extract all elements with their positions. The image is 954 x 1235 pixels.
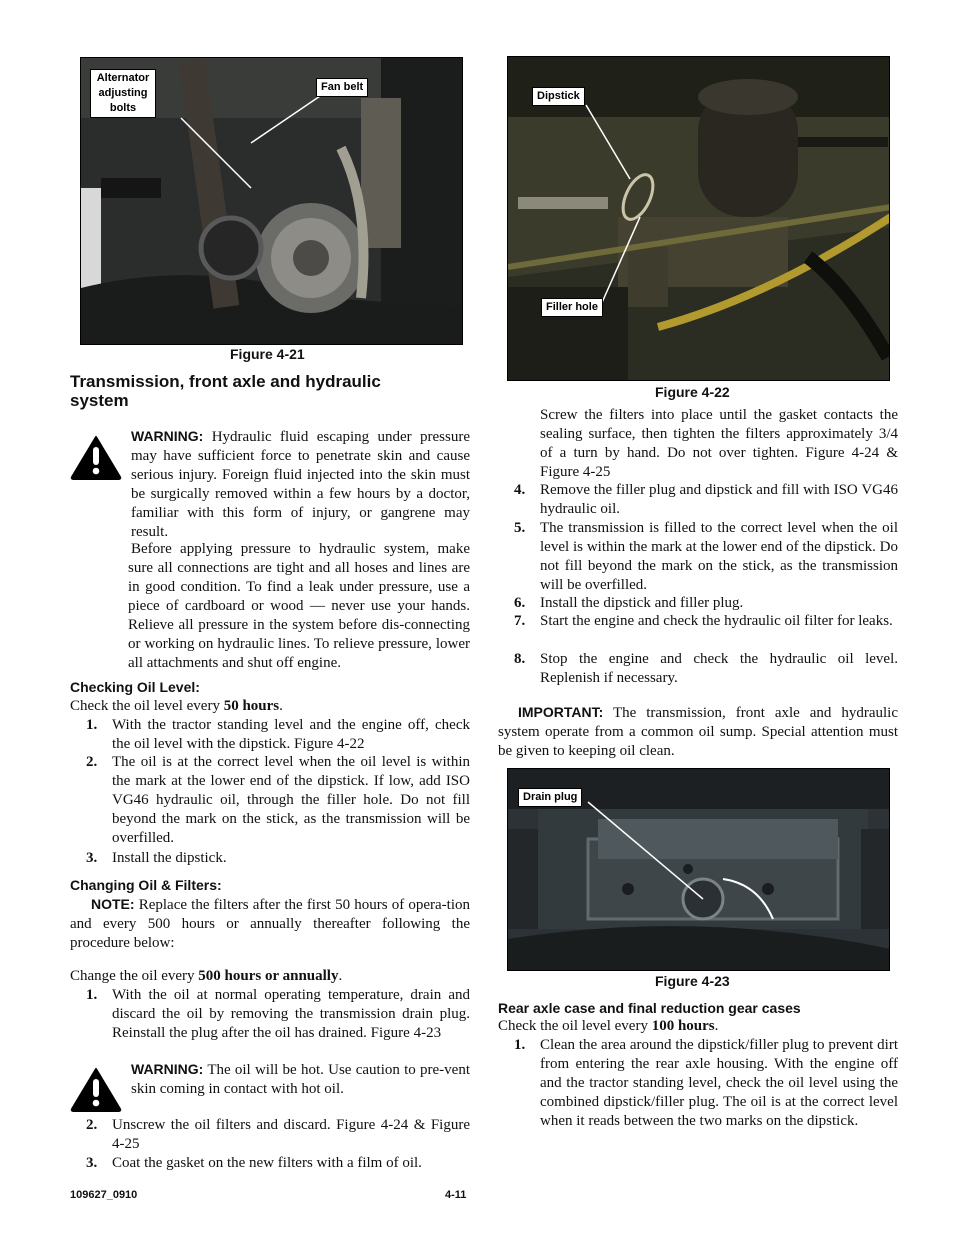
step-number: 1. bbox=[86, 987, 98, 1003]
callout-drain-plug: Drain plug bbox=[518, 788, 582, 807]
step-number: 4. bbox=[514, 482, 526, 498]
rear-axle-intro bbox=[498, 1017, 898, 1036]
important-label: IMPORTANT: bbox=[518, 704, 604, 720]
step-text: Install the dipstick and filler plug. bbox=[540, 595, 744, 611]
checking-oil-heading: Checking Oil Level: bbox=[70, 679, 200, 695]
intro-end: . bbox=[338, 968, 343, 984]
checking-step-1 bbox=[86, 716, 470, 754]
intro-bold: 500 hours or annually bbox=[198, 968, 339, 984]
step-number: 7. bbox=[514, 613, 526, 629]
changing-note bbox=[70, 895, 470, 953]
warning-hot-oil bbox=[131, 1060, 470, 1099]
step-number: 1. bbox=[86, 717, 98, 733]
warning-label: WARNING: bbox=[131, 428, 204, 444]
step-4 bbox=[514, 481, 898, 519]
step-number: 3. bbox=[86, 1155, 98, 1171]
note-label: NOTE: bbox=[91, 896, 135, 912]
step-number: 1. bbox=[514, 1037, 526, 1053]
step-text: Install the dipstick. bbox=[112, 850, 227, 866]
figure-4-21-caption: Figure 4-21 bbox=[230, 346, 305, 362]
step-text: Remove the filler plug and dipstick and fill with ISO VG46 hydraulic oil. bbox=[540, 482, 898, 517]
step-text: Stop the engine and check the hydraulic oil level. Replenish if necessary. bbox=[540, 651, 898, 686]
important-text: The transmission, front axle and hydraulic system operate from a common oil sump. Special attention must be given to keeping oil clean. bbox=[498, 705, 898, 759]
checking-step-2 bbox=[86, 753, 470, 848]
changing-oil-heading: Changing Oil & Filters: bbox=[70, 877, 222, 893]
warning-triangle-icon bbox=[70, 1066, 122, 1112]
changing-step-3 bbox=[86, 1154, 470, 1173]
step-6 bbox=[514, 594, 898, 613]
step-text: With the tractor standing level and the engine off, check the oil level with the dipstick. Figure 4-22 bbox=[112, 717, 470, 752]
step-number: 6. bbox=[514, 595, 526, 611]
step-text: The oil is at the correct level when the oil level is within the mark at the lower end of the dipstick. If low, add ISO VG46 hydraulic oil, through the filler hole. Do not fill beyond the mark on the stick, as the transmission will be overfilled. bbox=[112, 754, 470, 846]
figure-4-23-caption: Figure 4-23 bbox=[655, 973, 730, 989]
step-text: Unscrew the oil filters and discard. Figure 4-24 & Figure 4-25 bbox=[112, 1117, 470, 1152]
intro-text: Check the oil level every bbox=[70, 698, 224, 714]
callout-dipstick: Dipstick bbox=[532, 87, 585, 106]
warning-label: WARNING: bbox=[131, 1061, 204, 1077]
intro-bold: 50 hours bbox=[223, 698, 280, 714]
intro-end: . bbox=[279, 698, 283, 714]
step-8 bbox=[514, 650, 898, 688]
step-number: 2. bbox=[86, 1117, 98, 1133]
note-text: Replace the filters after the first 50 hours of opera-tion and every 500 hours or annually thereafter following the procedure below: bbox=[70, 897, 471, 951]
doc-number: 109627_0910 bbox=[70, 1189, 138, 1201]
section-title: Transmission, front axle and hydraulic system bbox=[70, 372, 381, 410]
step-number: 2. bbox=[86, 754, 98, 770]
intro-end: . bbox=[714, 1018, 719, 1034]
callout-alternator-bolts: Alternator adjusting bolts bbox=[90, 69, 156, 118]
step-text: Coat the gasket on the new filters with a film of oil. bbox=[112, 1155, 422, 1171]
filters-continuation: Screw the filters into place until the gasket contacts the sealing surface, then tighten the filters approximately 3/4 of a turn by hand. Do not over tighten. Figure 4-24 & Figure 4-25 bbox=[540, 407, 898, 480]
changing-step-2 bbox=[86, 1116, 470, 1154]
figure-4-22-caption: Figure 4-22 bbox=[655, 384, 730, 400]
changing-step-1 bbox=[86, 986, 470, 1043]
intro-text: Check the oil level every bbox=[498, 1018, 652, 1034]
rear-axle-heading: Rear axle case and final reduction gear cases bbox=[498, 1000, 801, 1016]
step-7 bbox=[514, 612, 898, 631]
step-text: With the oil at normal operating temperature, drain and discard the oil by removing the transmission drain plug. Reinstall the plug after the oil has drained. Figure 4-23 bbox=[112, 987, 470, 1041]
important-note bbox=[498, 703, 898, 761]
step-number: 5. bbox=[514, 520, 526, 536]
callout-filler-hole: Filler hole bbox=[541, 298, 603, 317]
warning-text: The oil will be hot. Use caution to pre-vent skin coming in contact with hot oil. bbox=[131, 1062, 470, 1097]
changing-intro bbox=[70, 967, 470, 986]
step-5 bbox=[514, 519, 898, 595]
intro-bold: 100 hours bbox=[651, 1018, 715, 1034]
step-number: 3. bbox=[86, 850, 98, 866]
warning-text: Hydraulic fluid escaping under pressure may have sufficient force to penetrate skin and cause serious injury. Foreign fluid injected into the skin must be surgically removed within a few hours by a doctor, familiar with this form of injury, or gangrene may result. bbox=[131, 429, 471, 540]
rear-step-1 bbox=[514, 1036, 898, 1131]
checking-oil-intro bbox=[70, 697, 470, 716]
page-number: 4-11 bbox=[445, 1189, 467, 1201]
callout-fan-belt: Fan belt bbox=[316, 78, 368, 97]
warning-hydraulic bbox=[131, 427, 470, 542]
step-text: The transmission is filled to the correct level when the oil level is within the mark at the lower end of the dipstick. Do not fill beyond the mark on the stick, as the transmission will be overfilled. bbox=[540, 520, 898, 593]
warning-hydraulic-2: Before applying pressure to hydraulic system, make sure all connections are tight and all hoses and lines are in good condition. To find a leak under pressure, use a piece of cardboard or wood — never use your hands. Relieve all pressure in the system before dis-connecting or working on hydraulic lines. To relieve pressure, lower all attachments and shut off engine. bbox=[128, 541, 470, 671]
intro-text: Change the oil every bbox=[70, 968, 199, 984]
warning-triangle-icon bbox=[70, 434, 122, 480]
step-text: Start the engine and check the hydraulic oil filter for leaks. bbox=[540, 613, 893, 629]
step-text: Clean the area around the dipstick/filler plug to prevent dirt from entering the rear axle housing. With the engine off and the tractor standing level, check the oil level using the combined dipstick/filler plug. The oil is at the correct level when it reads between the two marks on the dipstick. bbox=[540, 1037, 898, 1129]
checking-step-3 bbox=[86, 849, 470, 868]
step-number: 8. bbox=[514, 651, 526, 667]
